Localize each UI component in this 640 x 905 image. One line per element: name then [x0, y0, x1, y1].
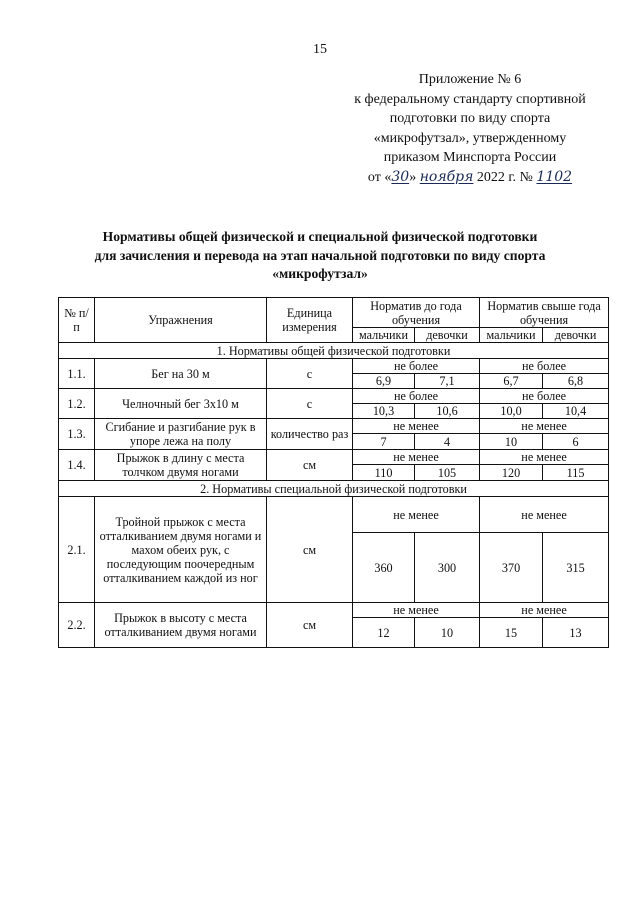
annex-header [336, 70, 604, 187]
row-unit: количество раз [267, 419, 353, 450]
annex-line-1: Приложение № 6 [418, 72, 522, 87]
value-girls-2: 6 [543, 434, 609, 450]
row-num: 2.1. [59, 497, 95, 603]
title-line-2: для зачисления и перевода на этап начальной подготовки по виду спорта [94, 247, 546, 263]
date-month: ноября [419, 168, 474, 185]
title-line-3: «микрофутзал» [272, 266, 368, 281]
value-boys-1: 10,3 [353, 404, 415, 419]
value-girls-1: 4 [415, 434, 480, 450]
row-unit: с [267, 389, 353, 419]
section-title: 1. Нормативы общей физической подготовки [59, 343, 609, 359]
date-prefix: от « [367, 169, 392, 185]
row-num: 1.3. [59, 419, 95, 450]
row-condition-2: не более [480, 389, 609, 404]
row-condition-1: не менее [353, 603, 480, 618]
value-boys-1: 6,9 [353, 374, 415, 389]
row-exercise: Прыжок в высоту с места отталкиванием двумя ногами [95, 603, 267, 648]
row-exercise: Тройной прыжок с места отталкиванием двумя ногами и махом обеих рук, с последующим поочередным отталкиванием каждой из ног [95, 497, 267, 603]
annex-line-2: к федеральному стандарту спортивной [354, 91, 586, 107]
value-girls-1: 10,6 [415, 404, 480, 419]
row-condition-2: не менее [480, 419, 609, 434]
header-girls-2: девочки [543, 328, 609, 343]
annex-line-5: приказом Минспорта России [383, 150, 557, 165]
annex-date-line [336, 168, 604, 188]
title-line-1: Нормативы общей физической и специальной физической подготовки [102, 229, 538, 244]
value-boys-1: 7 [353, 434, 415, 450]
row-unit: см [267, 450, 353, 481]
annex-line-4: «микрофутзал», утвержденному [373, 130, 567, 146]
row-unit: см [267, 603, 353, 648]
header-boys-2: мальчики [480, 328, 543, 343]
section-title: 2. Нормативы специальной физической подготовки [59, 481, 609, 497]
annex-line-3: подготовки по виду спорта [389, 111, 551, 126]
value-boys-1: 110 [353, 465, 415, 481]
row-condition-2: не более [480, 359, 609, 374]
value-boys-2: 10,0 [480, 404, 543, 419]
row-condition-1: не менее [353, 419, 480, 434]
page-number: 15 [313, 42, 327, 57]
norms-table [58, 297, 609, 648]
row-exercise: Прыжок в длину с места толчком двумя ногами [95, 450, 267, 481]
row-condition-2: не менее [480, 603, 609, 618]
document-title [40, 228, 600, 284]
row-condition-1: не менее [353, 497, 480, 533]
value-girls-2: 13 [543, 618, 609, 648]
value-boys-2: 6,7 [480, 374, 543, 389]
row-condition-1: не менее [353, 450, 480, 465]
value-girls-1: 10 [415, 618, 480, 648]
row-condition-2: не менее [480, 497, 609, 533]
row-exercise: Сгибание и разгибание рук в упоре лежа на полу [95, 419, 267, 450]
value-boys-2: 120 [480, 465, 543, 481]
value-girls-1: 105 [415, 465, 480, 481]
value-girls-2: 315 [543, 533, 609, 603]
row-condition-1: не более [353, 359, 480, 374]
value-girls-1: 7,1 [415, 374, 480, 389]
date-day: 30 [391, 168, 410, 185]
date-year: 2022 г. № [476, 169, 533, 185]
row-unit: см [267, 497, 353, 603]
row-exercise: Челночный бег 3х10 м [95, 389, 267, 419]
row-num: 1.4. [59, 450, 95, 481]
header-num: № п/п [59, 298, 95, 343]
value-girls-2: 6,8 [543, 374, 609, 389]
value-boys-1: 360 [353, 533, 415, 603]
header-group-2: Норматив свыше года обучения [480, 298, 609, 328]
header-group-1: Норматив до года обучения [353, 298, 480, 328]
value-boys-2: 10 [480, 434, 543, 450]
row-num: 2.2. [59, 603, 95, 648]
row-exercise: Бег на 30 м [95, 359, 267, 389]
header-exercise: Упражнения [95, 298, 267, 343]
value-boys-2: 15 [480, 618, 543, 648]
row-condition-2: не менее [480, 450, 609, 465]
date-mid: » [409, 169, 417, 185]
row-unit: с [267, 359, 353, 389]
header-boys-1: мальчики [353, 328, 415, 343]
value-girls-1: 300 [415, 533, 480, 603]
header-unit: Единица измерения [267, 298, 353, 343]
value-girls-2: 10,4 [543, 404, 609, 419]
value-boys-1: 12 [353, 618, 415, 648]
row-num: 1.2. [59, 389, 95, 419]
value-boys-2: 370 [480, 533, 543, 603]
row-num: 1.1. [59, 359, 95, 389]
value-girls-2: 115 [543, 465, 609, 481]
row-condition-1: не более [353, 389, 480, 404]
order-number: 1102 [536, 168, 573, 185]
header-girls-1: девочки [415, 328, 480, 343]
